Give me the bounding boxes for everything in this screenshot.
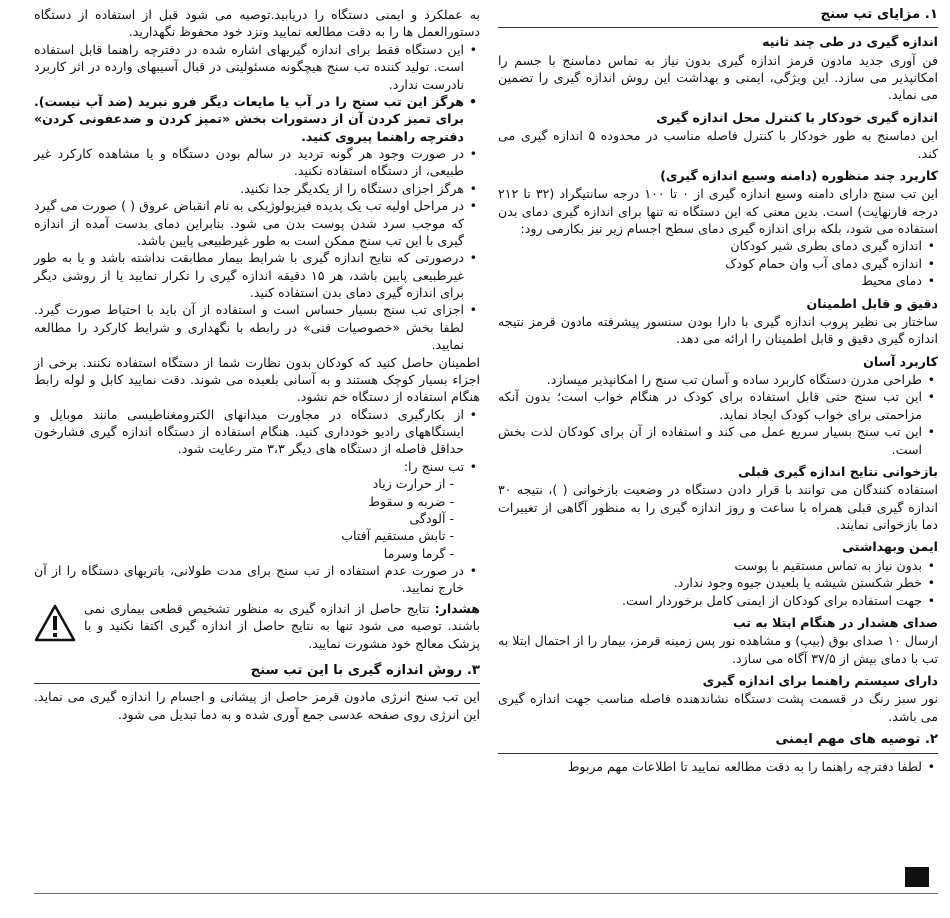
list-item-bold: • هرگز این تب سنج را در آب یا مایعات دیگر فرو نبرید (ضد آب نیست). برای تمیز کردن آن از دستورات بخش «تمیز کردن و ضدعفونی کردن» دفترچه راهنما پیروی کنید.: [34, 93, 464, 145]
list-item: • اجزای تب سنج بسیار حساس است و استفاده از آن باید با احتیاط صورت گیرد. لطفا بخش «خصوصیات فنی» در رابطه با نگهداری و شرایط کارکرد را مطالعه نمایید.: [34, 301, 464, 353]
list-item: • درصورتی که نتایج اندازه گیری با شرایط بیمار مطابقت نداشته باشد و یا به طور غیرطبیعی پایین باشد، هر ۱۵ دقیقه اندازه گیری را تکرار نمایید یا از روشی دیگر برای اندازه گیری دمای بدن استفاده کنید.: [34, 249, 464, 301]
safety-items-list: [34, 41, 480, 354]
list-item: • اندازه گیری دمای بطری شیر کودکان: [498, 237, 922, 254]
keep-away-label: تب سنج را:: [403, 458, 464, 474]
left-column: [34, 6, 480, 723]
warning-text: [84, 600, 480, 652]
list-item: • لطفا دفترچه راهنما را به دقت مطالعه نمایید تا اطلاعات مهم مربوط: [498, 758, 922, 775]
list-item: • این تب سنج بسیار سریع عمل می کند و استفاده از آن برای کودکان لذت بخش است.: [498, 423, 922, 458]
safety-recommendations-list: [498, 758, 938, 775]
paragraph-accurate: ساختار بی نظیر پروب اندازه گیری با دارا بودن سنسور پیشرفته مادون قرمز نتیجه اندازه گیری دقیق و قابل اطمینان را ارائه می دهد.: [498, 313, 938, 347]
paragraph-multi: این تب سنج دارای دامنه وسیع اندازه گیری از ۰ تا ۱۰۰ درجه سانتیگراد (۳۲ تا ۲۱۲ درجه فارنهایت) است. بدین معنی که این دستگاه نه تنها برای اندازه گیری دمای بدن استفاده می شود، بلکه برای اندازه گیری دمای سطح اجسام زیر نیز بکارمی رود:: [498, 186, 938, 237]
section-1-title: ۱. مزایای تب سنج: [820, 7, 938, 22]
list-item: • در مراحل اولیه تب یک پدیده فیزیولوژیکی به نام انقباض عروق ( ) صورت می گیرد که موجب سرد شدن پوست بدن می شود. بنابراین دمای بدست آمده از اندازه گیری با این تب سنج ممکن است به طور غیرطبیعی پایین باشد.: [34, 197, 464, 249]
warning-triangle-icon: [34, 604, 76, 642]
heading-easy: کاربرد آسان: [863, 353, 938, 369]
section-3-title: ۳. روش اندازه گیری با این تب سنج: [250, 662, 480, 678]
paragraph-guide: نور سبز رنگ در قسمت پشت دستگاه نشاندهنده فاصله مناسب جهت اندازه گیری می باشد.: [498, 691, 938, 724]
list-item: • در صورت عدم استفاده از تب سنج برای مدت طولانی، باتریهای دستگاه را از آن خارج نمایید.: [34, 562, 464, 597]
list-item: • خطر شکستن شیشه یا بلعیدن جیوه وجود ندارد.: [498, 574, 922, 591]
list-item: • بدون نیاز به تماس مستقیم با پوست: [498, 557, 922, 574]
paragraph-auto: این دماسنج به طور خودکار با کنترل فاصله مناسب در محدوده ۵ اندازه گیری می کند.: [498, 128, 938, 161]
warning-box: [34, 600, 480, 652]
warning-label: هشدار:: [434, 600, 480, 616]
paragraph-children: اطمینان حاصل کنید که کودکان بدون نظارت شما از دستگاه استفاده نکنند. برخی از اجزاء بسیار کوچک هستند و به آسانی بلعیده می شوند. دقت نمایید کابل و لوله رابط هنگام استفاده از دستگاه خم نشود.: [34, 354, 480, 405]
safety-list: [498, 557, 938, 609]
paragraph-recall: استفاده کنندگان می توانند با قرار دادن دستگاه در وضعیت بازخوانی ( )، نتیجه ۳۰ اندازه گیری قبلی همراه با ساعت و روز اندازه گیری را به منظور آگاهی از تغییرات دما بازخوانی نمایند.: [498, 482, 938, 533]
list-item: • در صورت وجود هر گونه تردید در سالم بودن دستگاه و یا مشاهده کارکرد غیر طبیعی، از دستگاه استفاده نکنید.: [34, 145, 464, 180]
multi-list: [498, 237, 938, 289]
list-item: • جهت استفاده برای کودکان از ایمنی کامل برخوردار است.: [498, 592, 922, 609]
warning-body: نتایج حاصل از اندازه گیری به منظور تشخیص قطعی بیماری نمی باشند. توصیه می شود تنها به نتایج حاصل از اندازه گیری اکتفا نکنید و با پزشک معالج خود مشورت نمایید.: [84, 600, 480, 651]
paragraph-continued: به عملکرد و ایمنی دستگاه را دریابید.توصیه می شود قبل از استفاده از دستگاه دستورالعمل ها را به دقت مطالعه نمایید ونزد خود محفوظ نگهدارید.: [34, 7, 480, 40]
section-rule: [34, 683, 480, 684]
heading-multi: کاربرد چند منظوره (دامنه وسیع اندازه گیری): [660, 167, 938, 183]
list-item: • طراحی مدرن دستگاه کاربرد ساده و آسان تب سنج را امکانپذیر میسازد.: [498, 371, 922, 388]
list-item: • این تب سنج حتی قابل استفاده برای کودک در هنگام خواب است؛ بدون آنکه مزاحمتی برای خواب کودک ایجاد نماید.: [498, 388, 922, 423]
list-item: • اندازه گیری دمای آب وان حمام کودک: [498, 255, 922, 272]
easy-list: [498, 371, 938, 458]
list-item: • دمای محیط: [498, 272, 922, 289]
paragraph-method: این تب سنج انرژی مادون قرمز حاصل از پیشانی و اجسام را اندازه گیری می نماید. این انرژی روی صفحه عدسی جمع آوری شده و به دما تبدیل می شود.: [34, 689, 480, 722]
heading-seconds: اندازه گیری در طی چند ثانیه: [762, 34, 938, 50]
list-item: • از بکارگیری دستگاه در مجاورت میدانهای الکترومغناطیسی مانند موبایل و ایستگاههای رادیو خودداری کنید. هنگام استفاده از دستگاه اندازه گیری فشارخون حداقل فاصله از دستگاه های دیگر ۳،۳ متر رعایت شود.: [34, 406, 464, 458]
heading-safety: ایمن وبهداشتی: [842, 539, 938, 555]
footer-rule: [34, 893, 938, 894]
list-item: - آلودگی: [409, 510, 454, 526]
safety-items-list-2: [34, 406, 480, 597]
list-item: - تابش مستقیم آفتاب: [341, 528, 454, 544]
heading-alarm: صدای هشدار در هنگام ابتلا به تب: [732, 614, 938, 630]
list-item: - از حرارت زیاد: [372, 476, 454, 492]
list-item: - ضربه و سقوط: [368, 493, 454, 509]
heading-guide: دارای سیستم راهنما برای اندازه گیری: [702, 673, 938, 689]
list-item: [34, 458, 464, 562]
heading-recall: بازخوانی نتایج اندازه گیری قبلی: [738, 463, 938, 479]
heading-auto: اندازه گیری خودکار با کنترل محل اندازه گیری: [656, 109, 938, 125]
list-item: • این دستگاه فقط برای اندازه گیریهای اشاره شده در دفترچه راهنما قابل استفاده است. تولید کننده تب سنج هیچگونه مسئولیتی در قبال آسیبهای وارده در اثر کاربرد نادرست ندارد.: [34, 41, 464, 93]
keep-away-list: [34, 475, 464, 562]
page-marker: [905, 867, 929, 887]
right-column: [498, 6, 938, 775]
paragraph-seconds: فن آوری جدید مادون قرمز اندازه گیری بدون نیاز به تماس دماسنج با جسم را امکانپذیر می سازد. این ویژگی، ایمنی و بهداشت این روش اندازه گیری را تضمین می نماید.: [498, 52, 938, 103]
paragraph-alarm: ارسال ۱۰ صدای بوق (بیپ) و مشاهده نور پس زمینه قرمز، بیمار را از احتمال ابتلا به تب با دمای بیش از ۳۷/۵ آگاه می سازد.: [498, 633, 938, 666]
list-item: - گرما وسرما: [383, 545, 454, 561]
section-2-title: ۲. توصیه های مهم ایمنی: [775, 732, 938, 748]
section-rule: [498, 27, 938, 28]
list-item: • هرگز اجزای دستگاه را از یکدیگر جدا نکنید.: [34, 180, 464, 197]
section-rule: [498, 753, 938, 754]
heading-accurate: دقیق و قابل اطمینان: [806, 295, 938, 311]
